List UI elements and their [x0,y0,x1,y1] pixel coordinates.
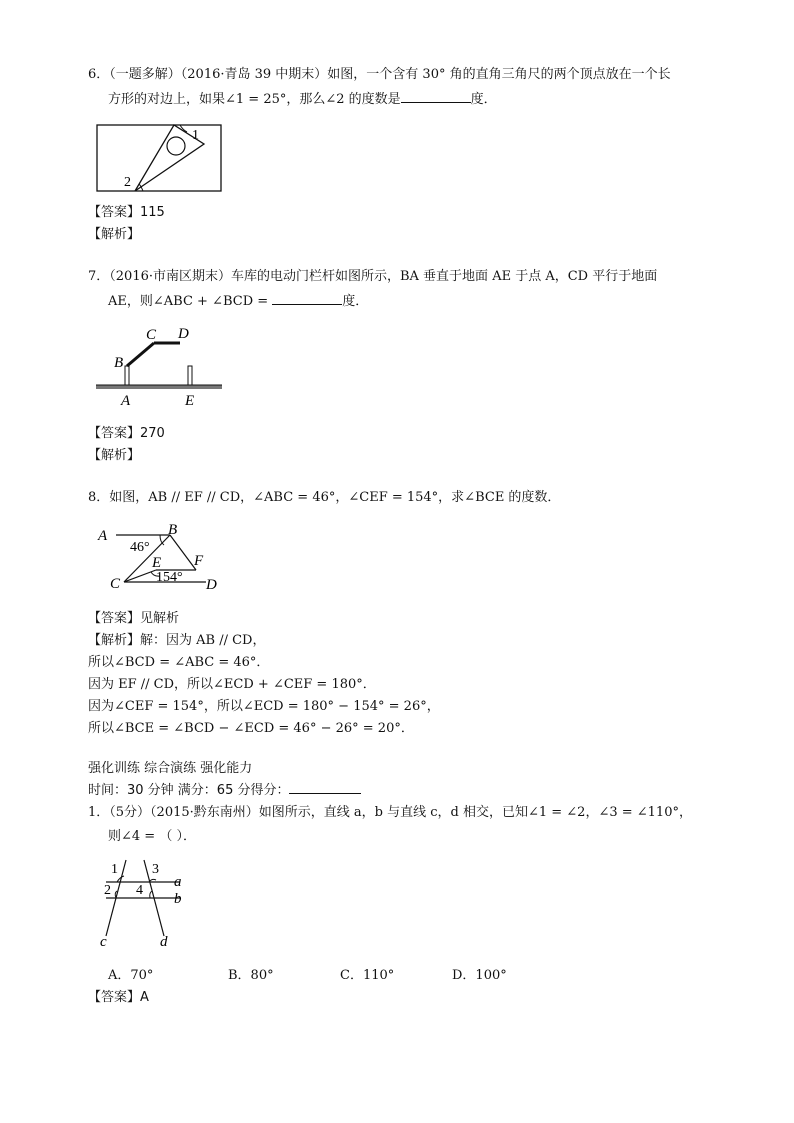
q1-angle4-arc [150,891,152,898]
q6-label-2: 2 [124,175,131,190]
q1-label-d: d [160,934,168,950]
q1-label-4: 4 [136,883,143,898]
q8-label-A: A [98,528,108,544]
q7-post-A [125,366,129,385]
q6-answer: 【答案】115 [88,205,165,220]
q6-text-line2-after: 度． [470,92,497,107]
q7-label-A: A [121,393,131,409]
q1-text-line1: 1．（5分）（2015·黔东南州）如图所示，直线 a，b 与直线 c，d 相交，已知∠1 = ∠2，∠3 = ∠110°， [88,805,692,820]
q6-text-line2 [108,90,497,109]
q6-text-line2-before: 方形的对边上，如果∠1 = 25°，那么∠2 的度数是 [108,92,401,107]
q8-solution-line2: 所以∠BCD = ∠ABC = 46°． [88,655,270,670]
q7-answer-blank [272,292,342,305]
q8-line-BF [170,535,196,570]
q7-label-D: D [178,326,189,342]
q8-figure [96,520,226,592]
q1-figure [94,856,204,952]
q8-label-B: B [168,522,178,538]
q8-label-F: F [194,553,204,569]
q1-option-c: C．110° [340,968,395,983]
q8-angle-ABC-arc [160,535,164,545]
q8-solution-line5: 所以∠BCE = ∠BCD − ∠ECD = 46° − 26° = 20°． [88,721,414,736]
q1-label-a: a [174,874,182,890]
q7-figure [94,322,226,410]
q1-label-1: 1 [111,862,118,877]
q1-label-3: 3 [152,862,159,877]
q1-label-c: c [100,934,107,950]
q8-label-E: E [152,555,162,571]
q8-text-line1: 8．如图，AB // EF // CD，∠ABC = 46°，∠CEF = 154°，求∠BCE 的度数． [88,490,561,505]
q7-label-E: E [185,393,195,409]
q8-solution-line1: 【解析】解：因为 AB // CD， [88,633,266,648]
q8-line-CE [124,570,156,582]
q8-label-angle-46: 46° [130,540,150,555]
score-blank [289,781,361,794]
q7-text-line2-after: 度． [342,294,369,309]
q7-post-E [188,366,192,385]
section-time-text: 时间：30 分钟 满分：65 分得分： [88,783,290,798]
q6-figure [94,122,224,194]
q6-answer-blank [401,90,471,103]
q7-label-C: C [146,327,157,343]
q7-bar-BC [127,343,154,366]
q1-answer: 【答案】A [88,990,149,1005]
q8-solution-line4: 因为∠CEF = 154°，所以∠ECD = 180° − 154° = 26°， [88,699,440,714]
section-time-line [88,781,361,800]
q8-solution-line3: 因为 EF // CD，所以∠ECD + ∠CEF = 180°． [88,677,376,692]
q7-text-line2-before: AE，则∠ABC + ∠BCD = [108,294,269,309]
q6-rectangle [97,125,221,191]
q6-analysis: 【解析】 [88,227,141,242]
q7-analysis: 【解析】 [88,448,141,463]
q7-answer: 【答案】270 [88,426,165,441]
section-title: 强化训练 综合演练 强化能力 [88,761,253,776]
q7-text-line2 [108,292,368,311]
q1-text-line2: 则∠4 = （ ）． [108,829,196,844]
q1-option-b: B．80° [228,968,274,983]
q1-label-b: b [174,891,182,907]
q8-answer: 【答案】见解析 [88,611,180,626]
q6-triangle-hole [167,137,185,155]
q7-text-line1: 7．（2016·市南区期末）车库的电动门栏杆如图所示，BA 垂直于地面 AE 于点 A，CD 平行于地面 [88,269,658,284]
q6-label-1: 1 [192,128,199,143]
q8-label-angle-154: 154° [156,570,183,585]
q8-label-D: D [206,577,217,592]
q6-text-line1: 6．（一题多解）（2016·青岛 39 中期末）如图，一个含有 30° 角的直角三角尺的两个顶点放在一个长 [88,67,671,82]
q8-label-C: C [110,576,121,592]
q1-option-a: A．70° [108,968,154,983]
q7-label-B: B [114,355,124,371]
q7-ground [96,385,222,389]
q1-label-2: 2 [104,883,111,898]
q1-option-d: D．100° [452,968,507,983]
